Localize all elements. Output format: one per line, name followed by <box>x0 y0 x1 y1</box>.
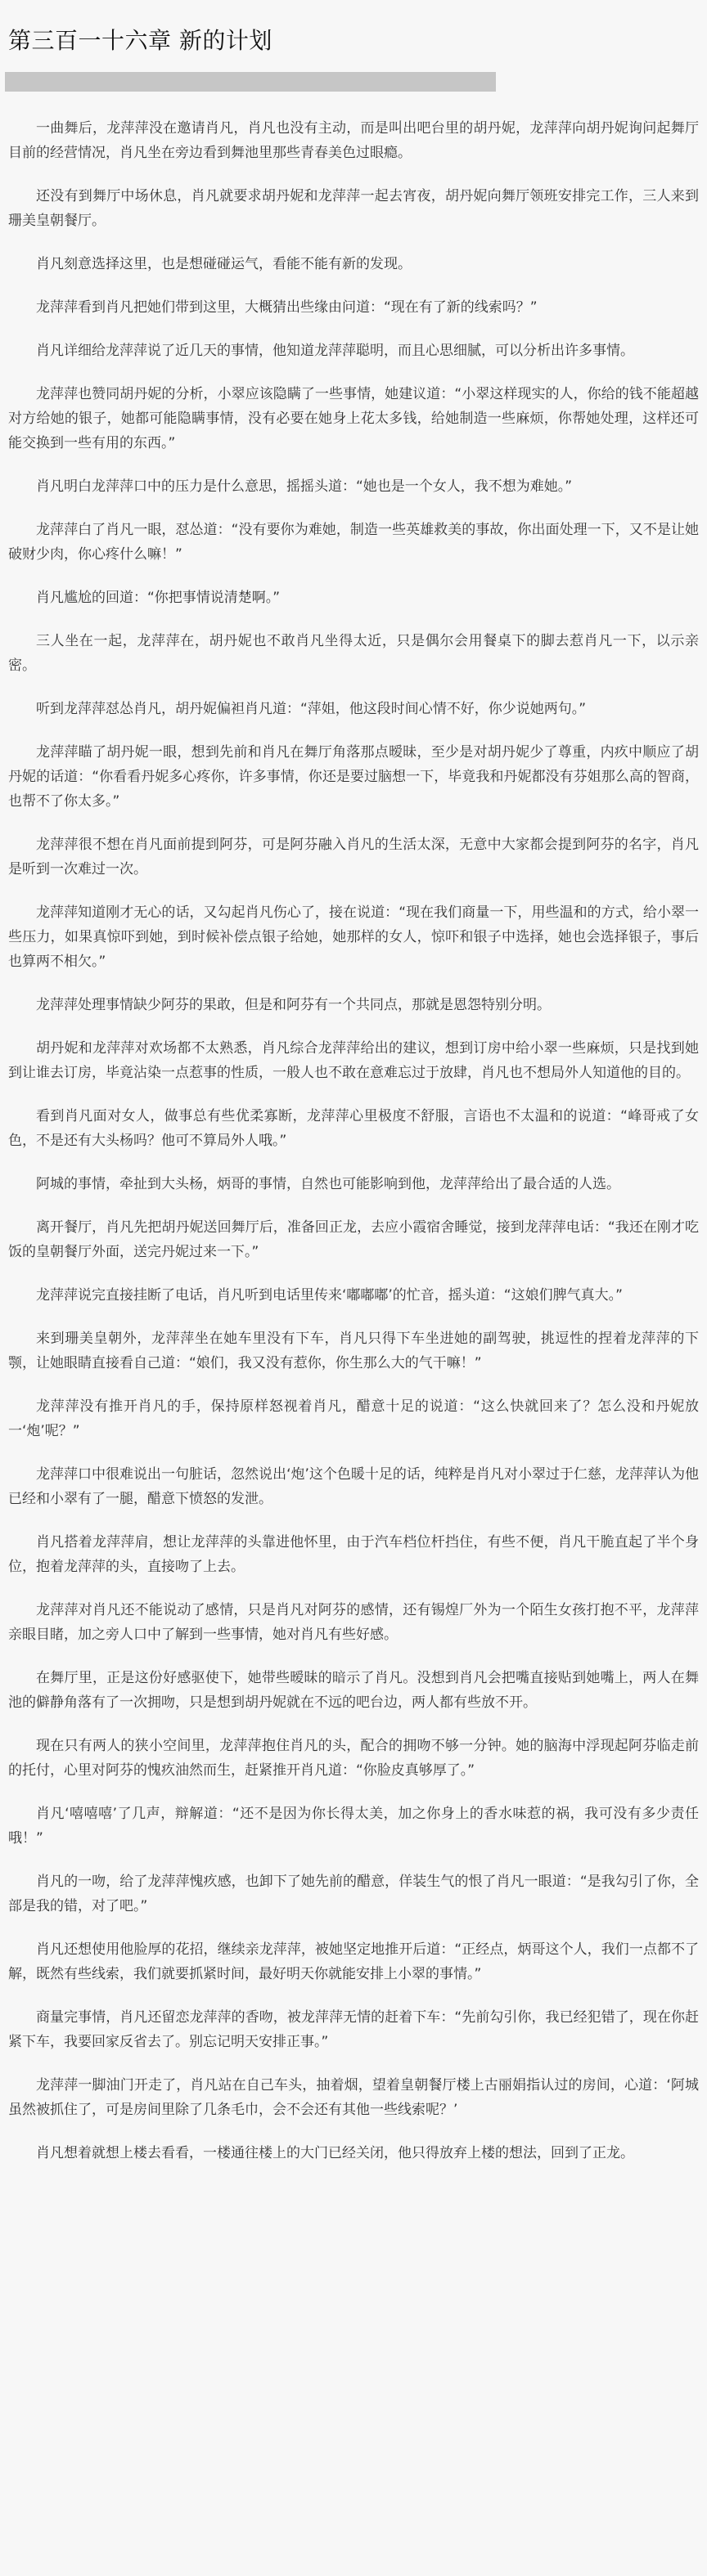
body-paragraph: 龙萍萍看到肖凡把她们带到这里，大概猜出些缘由问道：“现在有了新的线索吗？” <box>36 299 538 316</box>
body-paragraph: 看到肖凡面对女人，做事总有些优柔寡断，龙萍萍心里极度不舒服，言语也不太温和的说道：“峰哥戒了女色，不是还有大头杨吗？他可不算局外人哦。” <box>8 1108 699 1149</box>
body-paragraph: 三人坐在一起，龙萍萍在，胡丹妮也不敢肖凡坐得太近，只是偶尔会用餐桌下的脚去惹肖凡一下，以示亲密。 <box>8 633 699 674</box>
body-paragraph: 来到珊美皇朝外，龙萍萍坐在她车里没有下车，肖凡只得下车坐进她的副驾驶，挑逗性的捏着龙萍萍的下颚，让她眼睛直接看自己道：“娘们，我又没有惹你，你生那么大的气干嘛！” <box>8 1331 699 1371</box>
body-paragraph: 龙萍萍对肖凡还不能说动了感情，只是肖凡对阿芬的感情，还有锡煌厂外为一个陌生女孩打抱不平，龙萍萍亲眼目睹，加之旁人口中了解到一些事情，她对肖凡有些好感。 <box>8 1602 699 1643</box>
body-paragraph: 龙萍萍一脚油门开走了，肖凡站在自己车头，抽着烟，望着皇朝餐厅楼上古丽娟指认过的房间，心道：‘阿城虽然被抓住了，可是房间里除了几条毛巾，会不会还有其他一些线索呢？’ <box>8 2077 699 2118</box>
body-paragraph: 肖凡明白龙萍萍口中的压力是什么意思，摇摇头道：“她也是一个女人，我不想为难她。” <box>36 478 573 495</box>
title-divider-bar <box>5 72 496 92</box>
body-paragraph: 龙萍萍知道刚才无心的话，又勾起肖凡伤心了，接在说道：“现在我们商量一下，用些温和的方式，给小翠一些压力，如果真惊吓到她，到时候补偿点银子给她，她那样的女人，惊吓和银子中选择，她也会选择银子，事后也算两不相欠。” <box>8 904 699 970</box>
body-paragraph: 肖凡还想使用他脸厚的花招，继续亲龙萍萍，被她坚定地推开后道：“正经点，炳哥这个人，我们一点都不了解，既然有些线索，我们就要抓紧时间，最好明天你就能安排上小翠的事情。” <box>8 1941 699 1982</box>
body-paragraph: 龙萍萍也赞同胡丹妮的分析，小翠应该隐瞒了一些事情，她建议道：“小翠这样现实的人，你给的钱不能超越对方给她的银子，她都可能隐瞒事情，没有必要在她身上花太多钱，给她制造一些麻烦，你帮她处理，这样还可能交换到一些有用的东西。” <box>8 386 699 451</box>
body-paragraph: 离开餐厅，肖凡先把胡丹妮送回舞厅后，准备回正龙，去应小霞宿舍睡觉，接到龙萍萍电话：“我还在刚才吃饭的皇朝餐厅外面，送完丹妮过来一下。” <box>8 1219 699 1260</box>
body-paragraph: 龙萍萍很不想在肖凡面前提到阿芬，可是阿芬融入肖凡的生活太深，无意中大家都会提到阿芬的名字，肖凡是听到一次难过一次。 <box>8 837 699 877</box>
body-paragraph: 一曲舞后，龙萍萍没在邀请肖凡，肖凡也没有主动，而是叫出吧台里的胡丹妮，龙萍萍向胡丹妮询问起舞厅目前的经营情况，肖凡坐在旁边看到舞池里那些青春美色过眼瘾。 <box>8 120 699 161</box>
body-paragraph: 龙萍萍没有推开肖凡的手，保持原样怒视着肖凡，醋意十足的说道：“这么快就回来了？怎么没和丹妮放一‘炮’呢？” <box>8 1398 699 1439</box>
body-paragraph: 肖凡想着就想上楼去看看，一楼通往楼上的大门已经关闭，他只得放弃上楼的想法，回到了正龙。 <box>36 2145 634 2161</box>
body-paragraph: 听到龙萍萍怼怂肖凡，胡丹妮偏袒肖凡道：“萍姐，他这段时间心情不好，你少说她两句。” <box>36 701 587 717</box>
body-paragraph: 现在只有两人的狭小空间里，龙萍萍抱住肖凡的头，配合的拥吻不够一分钟。她的脑海中浮现起阿芬临走前的托付，心里对阿芬的愧疚油然而生，赶紧推开肖凡道：“你脸皮真够厚了。” <box>8 1738 699 1779</box>
chapter-title: 第三百一十六章 新的计划 <box>8 27 272 54</box>
body-paragraph: 肖凡‘嘻嘻嘻’了几声，辩解道：“还不是因为你长得太美，加之你身上的香水味惹的祸，我可没有多少责任哦！” <box>8 1806 699 1847</box>
body-paragraph: 还没有到舞厅中场休息，肖凡就要求胡丹妮和龙萍萍一起去宵夜，胡丹妮向舞厅领班安排完工作，三人来到珊美皇朝餐厅。 <box>8 188 699 229</box>
body-paragraph: 商量完事情，肖凡还留恋龙萍萍的香吻，被龙萍萍无情的赶着下车：“先前勾引你，我已经犯错了，现在你赶紧下车，我要回家反省去了。别忘记明天安排正事。” <box>8 2009 699 2050</box>
body-paragraph: 龙萍萍说完直接挂断了电话，肖凡听到电话里传来‘嘟嘟嘟’的忙音，摇头道：“这娘们脾气真大。” <box>36 1287 623 1304</box>
body-paragraph: 肖凡的一吻，给了龙萍萍愧疚感，也卸下了她先前的醋意，佯装生气的恨了肖凡一眼道：“是我勾引了你，全部是我的错，对了吧。” <box>8 1874 699 1914</box>
body-paragraph: 肖凡刻意选择这里，也是想碰碰运气，看能不能有新的发现。 <box>36 256 412 272</box>
body-paragraph: 肖凡搭着龙萍萍肩，想让龙萍萍的头靠进他怀里，由于汽车档位杆挡住，有些不便，肖凡干脆直起了半个身位，抱着龙萍萍的头，直接吻了上去。 <box>8 1534 699 1575</box>
body-paragraph: 龙萍萍口中很难说出一句脏话，忽然说出‘炮’这个色暖十足的话，纯粹是肖凡对小翠过于仁慈，龙萍萍认为他已经和小翠有了一腿，醋意下愤怒的发泄。 <box>8 1466 699 1507</box>
body-paragraph: 龙萍萍处理事情缺少阿芬的果敢，但是和阿芬有一个共同点，那就是恩怨特别分明。 <box>36 997 551 1013</box>
body-paragraph: 龙萍萍白了肖凡一眼，怼怂道：“没有要你为难她，制造一些英雄救美的事故，你出面处理一下，又不是让她破财少肉，你心疼什么嘛！” <box>8 522 699 563</box>
body-paragraph: 在舞厅里，正是这份好感驱使下，她带些暧昧的暗示了肖凡。没想到肖凡会把嘴直接贴到她嘴上，两人在舞池的僻静角落有了一次拥吻，只是想到胡丹妮就在不远的吧台边，两人都有些放不开。 <box>8 1670 699 1711</box>
body-paragraph: 肖凡尴尬的回道：“你把事情说清楚啊。” <box>36 590 281 606</box>
body-paragraph: 龙萍萍瞄了胡丹妮一眼，想到先前和肖凡在舞厅角落那点暧昧，至少是对胡丹妮少了尊重，内疚中顺应了胡丹妮的话道：“你看看丹妮多心疼你，许多事情，你还是要过脑想一下，毕竟我和丹妮都没有芬姐那么高的智商，也帮不了你太多。” <box>8 744 699 810</box>
body-paragraph: 肖凡详细给龙萍萍说了近几天的事情，他知道龙萍萍聪明，而且心思细腻，可以分析出许多事情。 <box>36 343 634 359</box>
body-paragraph: 胡丹妮和龙萍萍对欢场都不太熟悉，肖凡综合龙萍萍给出的建议，想到订房中给小翠一些麻烦，只是找到她到让谁去订房，毕竟沾染一点惹事的性质，一般人也不敢在意难忘过于放肆，肖凡也不想局外人知道他的目的。 <box>8 1040 699 1081</box>
body-paragraph: 阿城的事情，牵扯到大头杨，炳哥的事情，自然也可能影响到他，龙萍萍给出了最合适的人选。 <box>36 1176 620 1192</box>
chapter-body <box>5 116 702 2165</box>
